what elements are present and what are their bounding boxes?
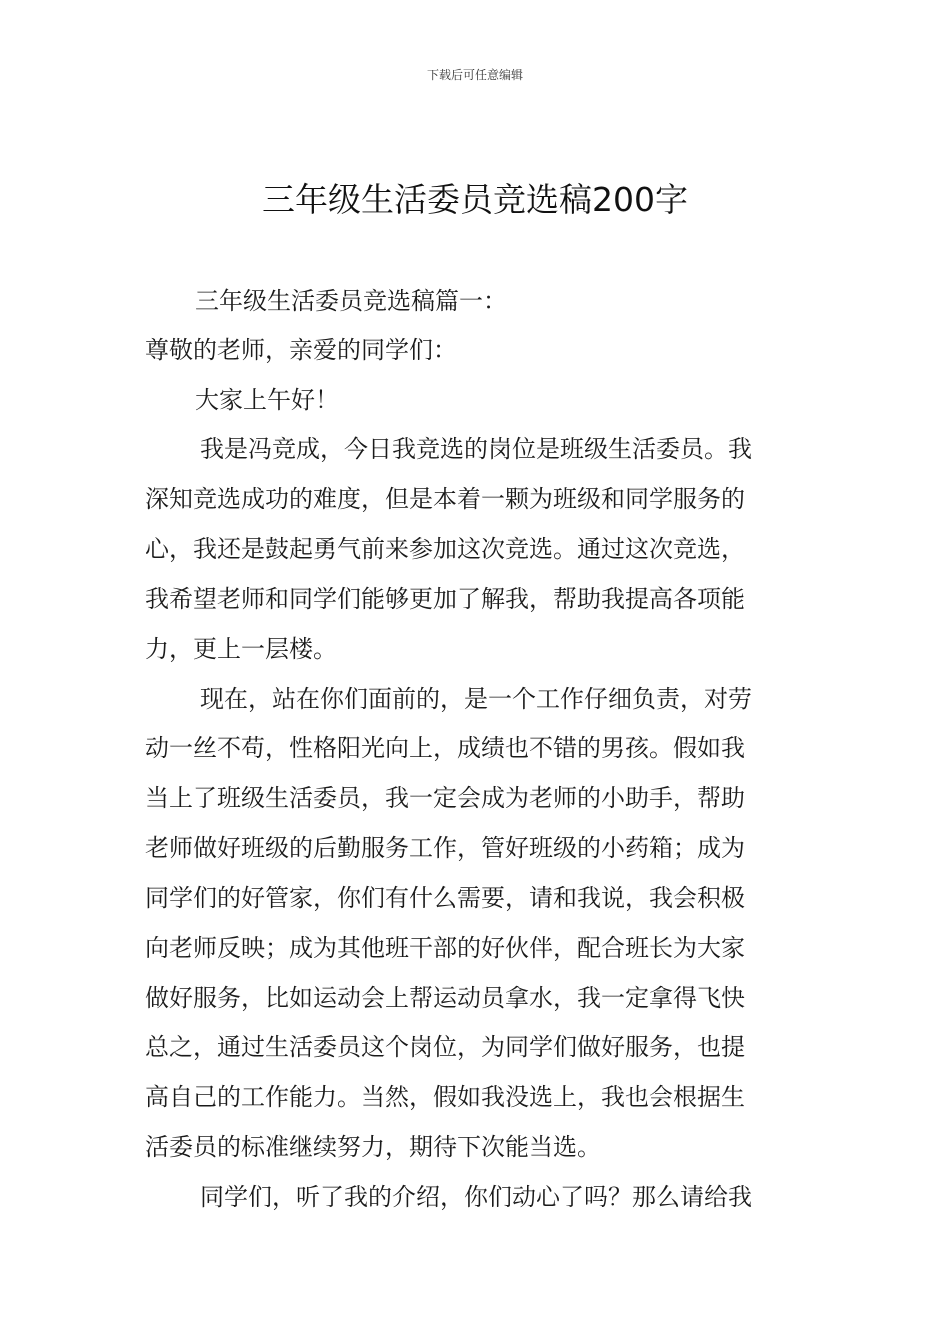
- body-line: 总之，通过生活委员这个岗位，为同学们做好服务，也提: [145, 1033, 745, 1061]
- body-line: 动一丝不苟，性格阳光向上，成绩也不错的男孩。假如我: [145, 734, 745, 762]
- body-line: 高自己的工作能力。当然，假如我没选上，我也会根据生: [145, 1083, 745, 1111]
- body-line: 当上了班级生活委员，我一定会成为老师的小助手，帮助: [145, 784, 745, 812]
- body-line: 做好服务，比如运动会上帮运动员拿水，我一定拿得飞快: [145, 984, 745, 1012]
- document-title: 三年级生活委员竞选稿200字: [262, 180, 688, 219]
- body-line: 同学们的好管家，你们有什么需要，请和我说，我会积极: [145, 884, 745, 912]
- body-line: 心，我还是鼓起勇气前来参加这次竞选。通过这次竞选，: [145, 535, 745, 563]
- body-line: 我希望老师和同学们能够更加了解我，帮助我提高各项能: [145, 585, 745, 613]
- body-line: 向老师反映；成为其他班干部的好伙伴，配合班长为大家: [145, 934, 745, 962]
- body-line: 大家上午好！: [195, 386, 339, 414]
- body-line: 活委员的标准继续努力，期待下次能当选。: [145, 1133, 601, 1161]
- page-header-note: 下载后可任意编辑: [426, 68, 523, 82]
- body-line: 老师做好班级的后勤服务工作，管好班级的小药箱；成为: [145, 834, 745, 862]
- body-line: 我是冯竞成，今日我竞选的岗位是班级生活委员。我: [200, 435, 752, 463]
- body-line: 现在，站在你们面前的，是一个工作仔细负责，对劳: [200, 685, 752, 713]
- body-line: 尊敬的老师，亲爱的同学们：: [145, 336, 457, 364]
- body-line: 深知竞选成功的难度，但是本着一颗为班级和同学服务的: [145, 485, 745, 513]
- body-line: 同学们，听了我的介绍，你们动心了吗？那么请给我: [200, 1183, 752, 1211]
- body-line: 三年级生活委员竞选稿篇一：: [195, 287, 507, 315]
- body-line: 力，更上一层楼。: [145, 635, 337, 663]
